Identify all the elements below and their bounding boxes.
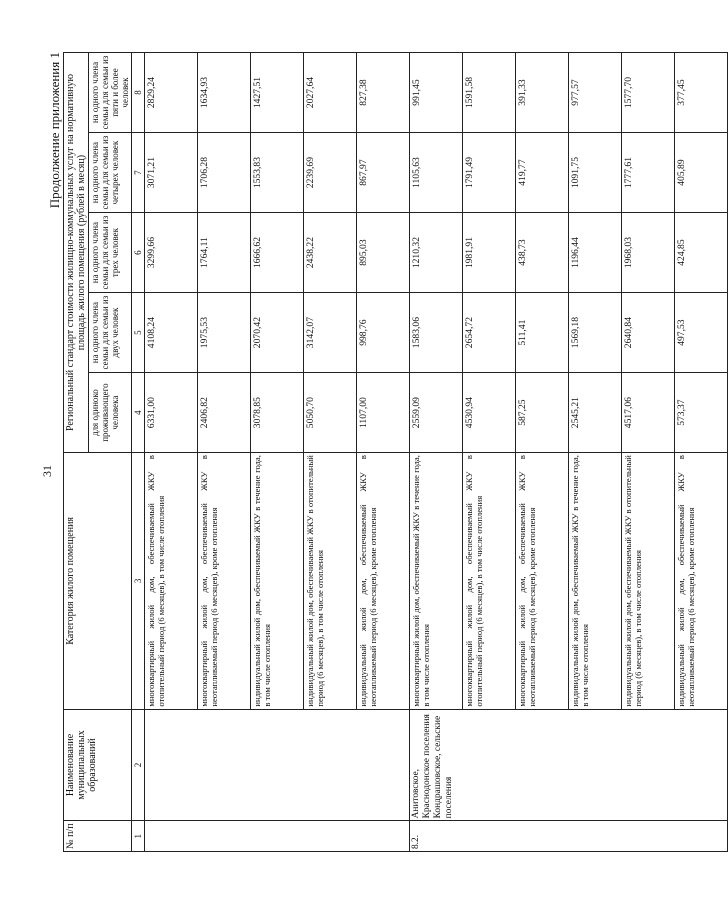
value-cell: 438,73 <box>516 213 569 293</box>
column-index: 1 <box>132 821 145 852</box>
value-cell: 1777,61 <box>622 133 675 213</box>
value-cell: 1091,75 <box>569 133 622 213</box>
subheader-single: для одиноко проживающего человека <box>89 373 132 453</box>
value-cell: 573,37 <box>675 373 728 453</box>
value-cell: 1427,51 <box>251 53 304 133</box>
value-cell: 1981,91 <box>463 213 516 293</box>
row-number: 8.2. <box>410 821 728 852</box>
municipality-cell <box>410 709 728 821</box>
column-index: 2 <box>132 709 145 821</box>
value-cell: 5050,70 <box>304 373 357 453</box>
column-index: 8 <box>132 53 145 133</box>
category-cell: многоквартирный жилой дом, обеспечиваемый ЖКУ в отопительный период (6 месяцев), в том числе отопления <box>145 453 198 710</box>
category-cell: многоквартирный жилой дом, обеспечиваемый ЖКУ в неотапливаемый период (6 месяцев), кроме отопления <box>198 453 251 710</box>
value-cell: 1577,70 <box>622 53 675 133</box>
value-cell: 2640,84 <box>622 293 675 373</box>
table-row <box>410 53 463 852</box>
value-cell: 977,57 <box>569 53 622 133</box>
value-cell: 2559,09 <box>410 373 463 453</box>
value-cell: 1569,18 <box>569 293 622 373</box>
value-cell: 405,89 <box>675 133 728 213</box>
value-cell: 497,53 <box>675 293 728 373</box>
category-cell: многоквартирный жилой дом, обеспечиваемый ЖКУ в отопительный период (6 месяцев), в том числе отопления <box>463 453 516 710</box>
value-cell: 1975,53 <box>198 293 251 373</box>
subheader-family-2: на одного члена семьи для семьи из двух человек <box>89 293 132 373</box>
value-cell: 3078,85 <box>251 373 304 453</box>
value-cell: 3142,07 <box>304 293 357 373</box>
value-cell: 4517,06 <box>622 373 675 453</box>
value-cell: 991,45 <box>410 53 463 133</box>
value-cell: 1666,62 <box>251 213 304 293</box>
value-cell: 3299,66 <box>145 213 198 293</box>
value-cell: 1764,11 <box>198 213 251 293</box>
value-cell: 1553,83 <box>251 133 304 213</box>
value-cell: 1583,06 <box>410 293 463 373</box>
row-number <box>145 821 410 852</box>
value-cell: 424,85 <box>675 213 728 293</box>
table-row <box>145 53 198 852</box>
value-cell: 419,77 <box>516 133 569 213</box>
header-municipality: Наименование муниципальных образований <box>64 709 132 821</box>
column-index: 7 <box>132 133 145 213</box>
value-cell: 511,41 <box>516 293 569 373</box>
value-cell: 4108,24 <box>145 293 198 373</box>
category-cell: индивидуальный жилой дом, обеспечиваемый ЖКУ в неотапливаемый период (6 месяцев), кроме отопления <box>357 453 410 710</box>
value-cell: 2070,42 <box>251 293 304 373</box>
value-cell: 3071,21 <box>145 133 198 213</box>
rotated-page-content <box>45 52 697 852</box>
page-number: 31 <box>40 465 54 477</box>
header-category: Категория жилого помещения <box>64 453 132 710</box>
value-cell: 1196,44 <box>569 213 622 293</box>
category-cell: индивидуальный жилой дом, обеспечиваемый ЖКУ в течение года, в том числе отопления <box>251 453 304 710</box>
category-cell: индивидуальный жилой дом, обеспечиваемый ЖКУ в отопительный период (6 месяцев), в том числе отопления <box>622 453 675 710</box>
value-cell: 1968,03 <box>622 213 675 293</box>
value-cell: 587,25 <box>516 373 569 453</box>
category-cell: индивидуальный жилой дом, обеспечиваемый ЖКУ в отопительный период (6 месяцев), в том числе отопления <box>304 453 357 710</box>
column-index: 6 <box>132 213 145 293</box>
value-cell: 2406,82 <box>198 373 251 453</box>
value-cell: 1107,00 <box>357 373 410 453</box>
header-number: № п/п <box>64 821 132 852</box>
value-cell: 6331,00 <box>145 373 198 453</box>
value-cell: 827,38 <box>357 53 410 133</box>
value-cell: 2027,64 <box>304 53 357 133</box>
value-cell: 1105,63 <box>410 133 463 213</box>
value-cell: 1706,28 <box>198 133 251 213</box>
value-cell: 1591,58 <box>463 53 516 133</box>
subheader-family-4: на одного члена семьи для семьи из четырех человек <box>89 133 132 213</box>
header-standard: Региональный стандарт стоимости жилищно-коммунальных услуг на нормативную площадь жилого помещения (рублей в месяц) <box>64 53 89 453</box>
appendix-caption: Продолжение приложения 1 <box>47 52 62 209</box>
value-cell: 1210,32 <box>410 213 463 293</box>
value-cell: 2545,21 <box>569 373 622 453</box>
value-cell: 2239,69 <box>304 133 357 213</box>
value-cell: 1791,49 <box>463 133 516 213</box>
column-index: 4 <box>132 373 145 453</box>
value-cell: 895,03 <box>357 213 410 293</box>
value-cell: 4530,94 <box>463 373 516 453</box>
column-index-row <box>132 53 145 852</box>
column-index: 5 <box>132 293 145 373</box>
category-cell: индивидуальный жилой дом, обеспечиваемый ЖКУ в неотапливаемый период (6 месяцев), кроме отопления <box>675 453 728 710</box>
value-cell: 1634,93 <box>198 53 251 133</box>
municipality-name-continued: Кондрашовское, сельские поселения <box>433 715 454 819</box>
subheader-family-3: на одного члена семьи для семьи из трех человек <box>89 213 132 293</box>
value-cell: 2654,72 <box>463 293 516 373</box>
category-cell: индивидуальный жилой дом, обеспечиваемый ЖКУ в течение года, в том числе отопления <box>569 453 622 710</box>
category-cell: многоквартирный жилой дом, обеспечиваемый ЖКУ в неотапливаемый период (6 месяцев), кроме отопления <box>516 453 569 710</box>
value-cell: 998,76 <box>357 293 410 373</box>
value-cell: 2438,22 <box>304 213 357 293</box>
municipality-name: Анитовское, Краснодонское поселения <box>411 714 432 819</box>
regional-standard-table <box>63 52 728 852</box>
subheader-family-5: на одного члена семьи для семьи из пяти и более человек <box>89 53 132 133</box>
value-cell: 377,45 <box>675 53 728 133</box>
value-cell: 2829,24 <box>145 53 198 133</box>
value-cell: 391,33 <box>516 53 569 133</box>
column-index: 3 <box>132 453 145 710</box>
category-cell: многоквартирный жилой дом, обеспечиваемый ЖКУ в течение года, в том числе отопления <box>410 453 463 710</box>
municipality-cell <box>145 709 410 821</box>
value-cell: 867,97 <box>357 133 410 213</box>
